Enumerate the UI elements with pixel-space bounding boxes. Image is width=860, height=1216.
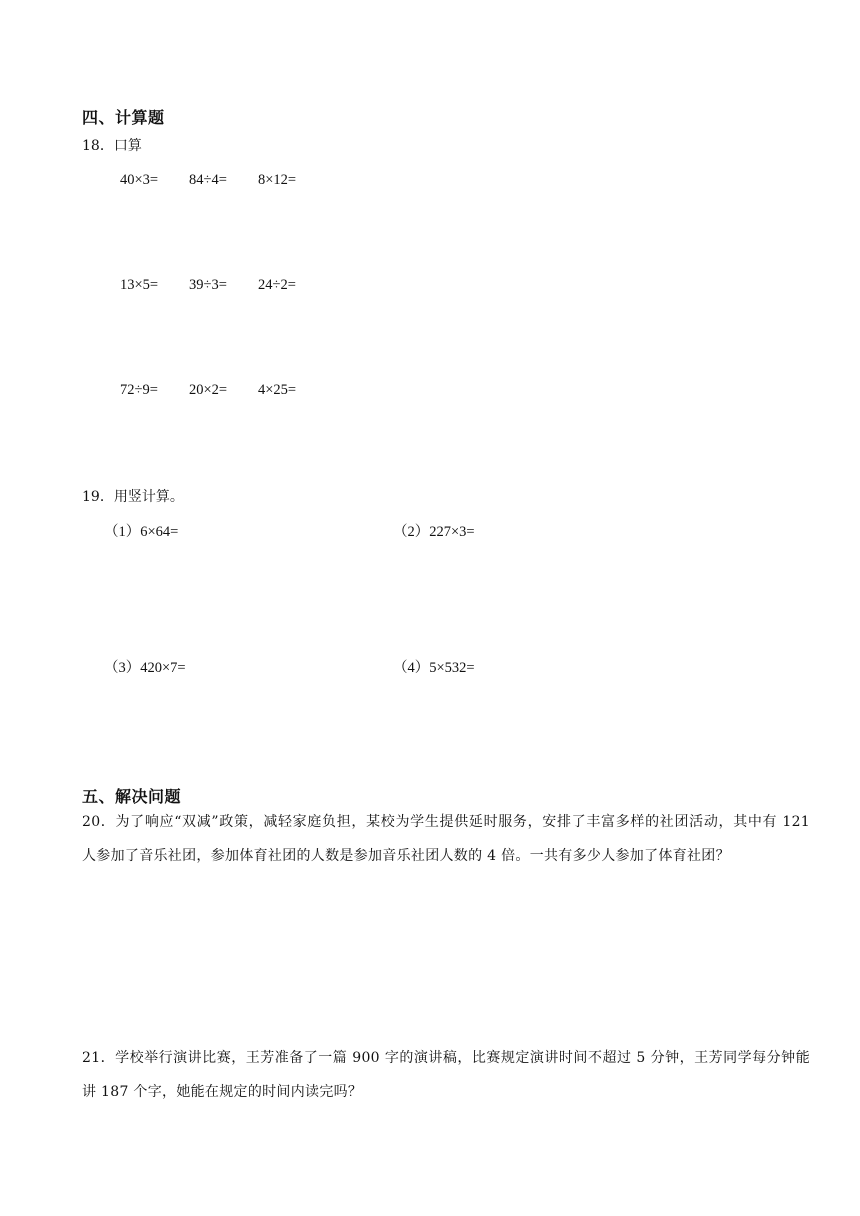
section-title-calculation: 四、计算题 [82,108,165,127]
question-number: 19． [82,489,114,505]
section-title-problem-solving: 五、解决问题 [82,787,182,806]
question-18-heading [82,135,142,155]
question-20-text: 20．为了响应“双减”政策，减轻家庭负担，某校为学生提供延时服务，安排了丰富多样的社团活动，其中有 121 人参加了音乐社团，参加体育社团的人数是参加音乐社团人数的 4 倍。一共有多少人参加了体育社团？ [82,814,810,864]
vertical-problem-2: （2）227×3= [393,524,475,540]
oral-problem: 24÷2= [258,277,296,293]
oral-problem: 4×25= [258,382,297,398]
question-title: 口算 [113,138,142,154]
vertical-problem-1: （1）6×64= [104,524,179,540]
oral-problem: 39÷3= [189,277,227,293]
question-title: 用竖计算。 [113,489,184,505]
oral-problem: 20×2= [189,382,228,398]
question-19-heading [82,486,184,506]
oral-problem: 40×3= [120,172,159,188]
oral-problem: 72÷9= [120,382,158,398]
oral-problem: 84÷4= [189,172,227,188]
question-number: 18． [82,138,114,154]
oral-problem: 13×5= [120,277,159,293]
vertical-problem-3: （3）420×7= [104,660,186,676]
question-21-text: 21．学校举行演讲比赛，王芳准备了一篇 900 字的演讲稿，比赛规定演讲时间不超过 5 分钟，王芳同学每分钟能讲 187 个字，她能在规定的时间内读完吗？ [82,1050,810,1100]
oral-problem: 8×12= [258,172,297,188]
vertical-problem-4: （4）5×532= [393,660,475,676]
